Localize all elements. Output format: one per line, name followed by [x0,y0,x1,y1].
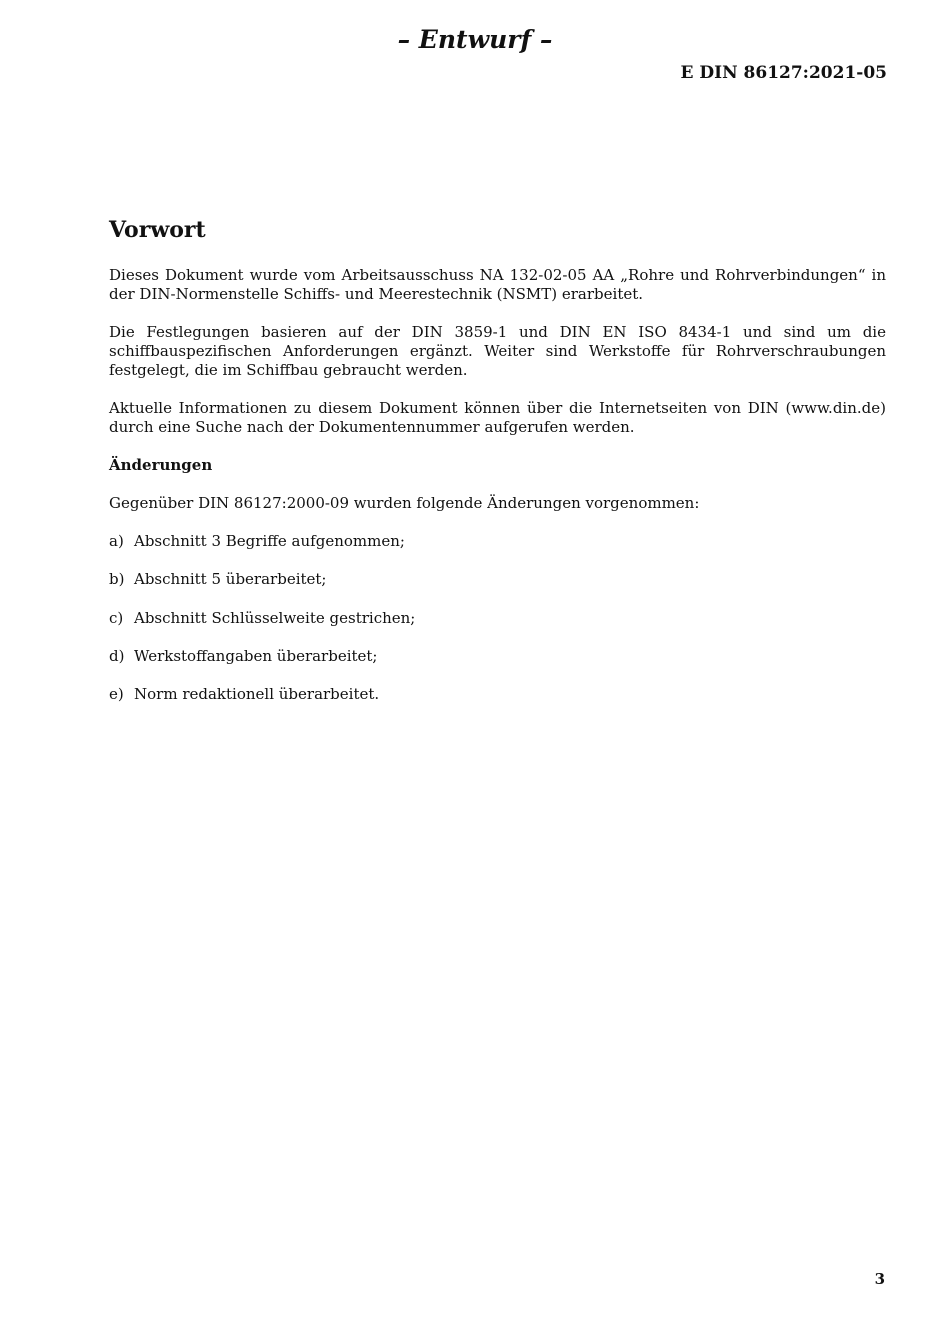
list-item-text: Abschnitt 3 Begriffe aufgenommen; [134,532,405,550]
list-item-text: Werkstoffangaben überarbeitet; [134,646,378,665]
list-marker: c) [109,608,124,627]
document-id: E DIN 86127:2021-05 [680,63,887,83]
change-item-e [109,685,886,704]
list-marker: b) [109,570,125,589]
foreword-paragraph-3: Aktuelle Informationen zu diesem Dokument können über die Internetseiten von DIN (www.din.de) durch eine Suche nach der Dokumentennummer aufgerufen werden. [109,399,886,436]
list-item-text: Norm redaktionell überarbeitet. [134,685,380,704]
change-item-a [109,532,886,551]
foreword-paragraph-1: Dieses Dokument wurde vom Arbeitsausschuss NA 132-02-05 AA „Rohre und Rohrverbindungen“ in der DIN-Normenstelle Schiffs- und Meerestechnik (NSMT) erarbeitet. [109,266,886,303]
change-item-d [109,647,886,666]
page-number: 3 [874,1270,885,1288]
changes-heading: Änderungen [109,456,213,474]
foreword-paragraph-2: Die Festlegungen basieren auf der DIN 3859-1 und DIN EN ISO 8434-1 und sind um die schiffbauspezifischen Anforderungen ergänzt. Weiter sind Werkstoffe für Rohrverschraubungen festgelegt, die im Schiffbau gebraucht werden. [109,323,886,379]
change-item-c [109,609,886,628]
list-item-text: Abschnitt Schlüsselweite gestrichen; [134,608,416,627]
page-content [109,214,886,723]
draft-banner: – Entwurf – [397,25,553,54]
list-marker: a) [109,532,124,550]
changes-intro: Gegenüber DIN 86127:2000-09 wurden folgende Änderungen vorgenommen: [109,494,700,512]
foreword-heading: Vorwort [109,217,206,243]
list-marker: d) [109,646,125,665]
list-item-text: Abschnitt 5 überarbeitet; [134,570,327,589]
change-item-b [109,570,886,589]
list-marker: e) [109,685,124,704]
